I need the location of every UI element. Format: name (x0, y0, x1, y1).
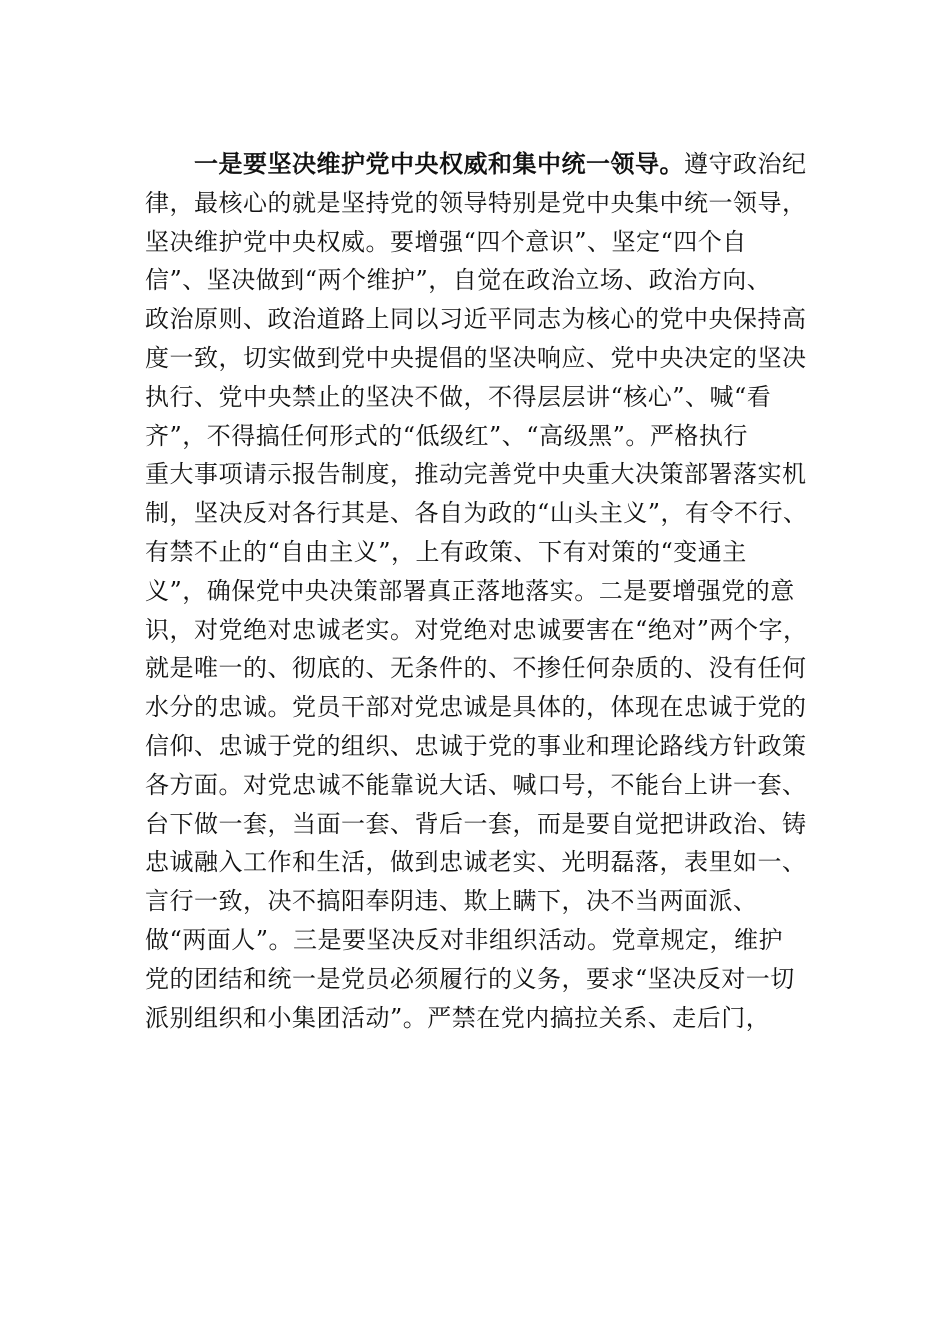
text-line: 执行、党中央禁止的坚决不做，不得层层讲“核心”、喊“看 (145, 382, 772, 411)
text-segment: 遵守政治纪 (684, 150, 807, 178)
text-line: 各方面。对党忠诚不能靠说大话、喊口号，不能台上讲一套、 (145, 770, 807, 799)
text-line: 做“两面人”。三是要坚决反对非组织活动。党章规定，维护 (145, 925, 784, 954)
text-line: 制，坚决反对各行其是、各自为政的“山头主义”，有令不行、 (145, 499, 808, 528)
text-line: 识，对党绝对忠诚老实。对党绝对忠诚要害在“绝对”两个字， (145, 615, 808, 644)
text-line: 水分的忠诚。党员干部对党忠诚是具体的，体现在忠诚于党的 (145, 693, 807, 722)
text-line: 有禁不止的“自由主义”，上有政策、下有对策的“变通主 (145, 537, 747, 566)
text-line: 派别组织和小集团活动”。严禁在党内搞拉关系、走后门， (145, 1003, 771, 1032)
heading-one: 一是要坚决维护党中央权威和集中统一领导。 (145, 149, 684, 178)
text-line: 义”，确保党中央决策部署真正落地落实。二是要增强党的意 (145, 576, 795, 605)
text-line: 齐”，不得搞任何形式的“低级红”、“高级黑”。严格执行 (145, 421, 748, 450)
text-line: 台下做一套，当面一套、背后一套，而是要自觉把讲政治、铸 (145, 809, 807, 838)
text-line: 政治原则、政治道路上同以习近平同志为核心的党中央保持高 (145, 305, 807, 334)
text-line: 信”、坚决做到“两个维护”，自觉在政治立场、政治方向、 (145, 266, 772, 295)
body-text (145, 145, 845, 1037)
text-line: 忠诚融入工作和生活，做到忠诚老实、光明磊落，表里如一、 (145, 848, 807, 877)
text-line: 度一致，切实做到党中央提倡的坚决响应、党中央决定的坚决 (145, 343, 807, 372)
text-line: 就是唯一的、彻底的、无条件的、不掺任何杂质的、没有任何 (145, 654, 807, 683)
text-line: 言行一致，决不搞阳奉阴违、欺上瞒下，决不当两面派、 (145, 887, 758, 916)
text-line: 党的团结和统一是党员必须履行的义务，要求“坚决反对一切 (145, 964, 795, 993)
text-line: 信仰、忠诚于党的组织、忠诚于党的事业和理论路线方针政策 (145, 731, 807, 760)
text-line: 重大事项请示报告制度，推动完善党中央重大决策部署落实机 (145, 460, 807, 489)
text-line: 坚决维护党中央权威。要增强“四个意识”、坚定“四个自 (145, 227, 747, 256)
text-line: 律，最核心的就是坚持党的领导特别是党中央集中统一领导， (145, 188, 807, 217)
text-line (145, 145, 845, 184)
